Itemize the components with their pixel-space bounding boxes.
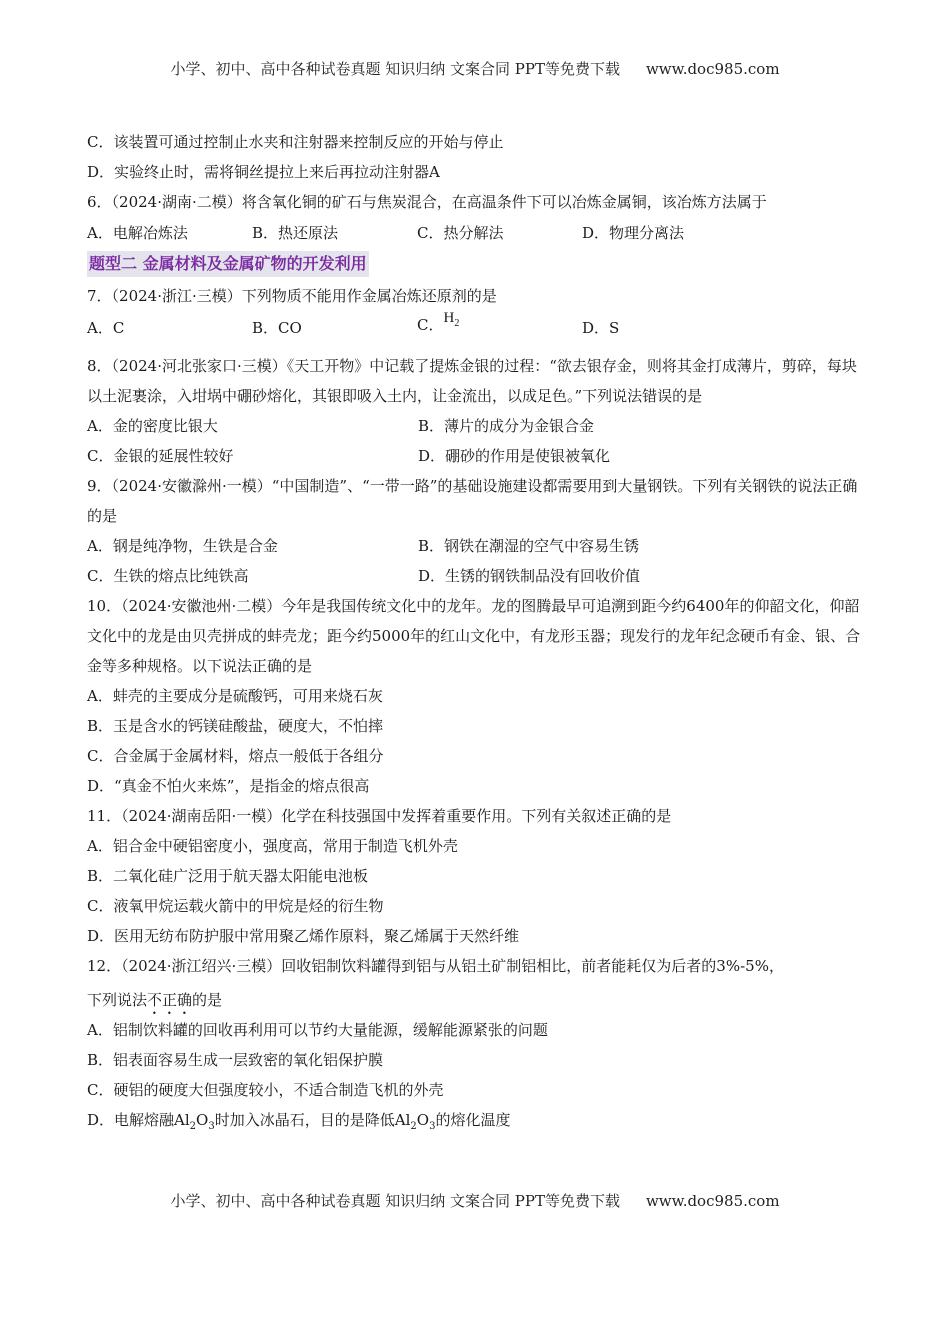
question-9-options-row1 <box>87 531 867 561</box>
q7-option-c-label: C． <box>417 315 444 334</box>
q12-d-sub3: 3 <box>208 1121 215 1132</box>
q7-option-c-formula <box>443 309 460 329</box>
q8-option-b: B．薄片的成分为金银合金 <box>418 417 595 435</box>
q9-option-b: B．钢铁在潮湿的空气中容易生锈 <box>418 537 640 555</box>
q7-formula-h: H <box>443 309 455 326</box>
q6-option-d: D．物理分离法 <box>582 224 685 242</box>
q12-d-part1: D．电解熔融 <box>87 1111 175 1129</box>
q12-option-d <box>87 1105 867 1135</box>
page-header <box>0 58 950 79</box>
q10-option-d: D．“真金不怕火来炼”，是指金的熔点很高 <box>87 777 370 795</box>
q9-option-d: D．生锈的钢铁制品没有回收价值 <box>418 567 641 585</box>
q12-stem2-pre: 下列说法 <box>87 991 148 1009</box>
q7-option-b: B．CO <box>252 319 302 337</box>
q12-stem2-post: 的是 <box>192 991 223 1009</box>
q11-option-d: D．医用无纺布防护服中常用聚乙烯作原料，聚乙烯属于天然纤维 <box>87 927 520 945</box>
question-10-stem: 10．（2024·安徽池州·二模）今年是我国传统文化中的龙年。龙的图腾最早可追溯到距今约6400年的仰韶文化，仰韶文化中的龙是由贝壳拼成的蚌壳龙；距今约5000年的红山文化中，有龙形玉器；现发行的龙年纪念硬币有金、银、合金等多种规格。以下说法正确的是 <box>87 597 861 675</box>
page-content <box>87 127 867 1135</box>
q11-option-b: B．二氧化硅广泛用于航天器太阳能电池板 <box>87 867 369 885</box>
q6-option-c: C．热分解法 <box>417 224 504 242</box>
q10-option-c: C．合金属于金属材料，熔点一般低于各组分 <box>87 747 384 765</box>
q10-option-a: A．蚌壳的主要成分是硫酸钙，可用来烧石灰 <box>87 687 383 705</box>
q12-d-o: O <box>196 1111 209 1129</box>
q12-d-sub3-b: 3 <box>429 1121 436 1132</box>
question-7-options <box>87 311 867 345</box>
q11-option-a: A．铝合金中硬铝密度小，强度高，常用于制造飞机外壳 <box>87 837 458 855</box>
q9-option-c: C．生铁的熔点比纯铁高 <box>87 567 249 585</box>
q12-d-mid: 时加入冰晶石，目的是降低 <box>214 1111 395 1129</box>
question-7-stem: 7．（2024·浙江·三模）下列物质不能用作金属冶炼还原剂的是 <box>87 287 497 305</box>
question-11-stem: 11．（2024·湖南岳阳·一模）化学在科技强国中发挥着重要作用。下列有关叙述正确的是 <box>87 807 672 825</box>
question-9-options-row2 <box>87 561 867 591</box>
question-6-options <box>87 217 867 249</box>
q6-option-b: B．热还原法 <box>252 224 339 242</box>
footer-text: 小学、初中、高中各种试卷真题 知识归纳 文案合同 PPT等免费下载 <box>170 1192 620 1210</box>
q12-d-sub2: 2 <box>189 1121 197 1132</box>
header-site-link[interactable]: www.doc985.com <box>645 60 780 78</box>
q6-option-a: A．电解冶炼法 <box>87 224 188 242</box>
q7-option-a: A．C <box>87 319 125 337</box>
q12-option-c: C．硬铝的硬度大但强度较小，不适合制造飞机的外壳 <box>87 1081 444 1099</box>
q12-d-sub2-b: 2 <box>410 1121 417 1132</box>
q12-d-o-b: O <box>416 1111 430 1129</box>
q12-d-al-b: Al <box>394 1111 411 1129</box>
q12-d-end: 的熔化温度 <box>435 1111 511 1129</box>
question-8-options-row1 <box>87 411 867 441</box>
q9-option-a: A．钢是纯净物，生铁是合金 <box>87 537 278 555</box>
option-d-top: D．实验终止时，需将铜丝提拉上来后再拉动注射器A <box>87 163 440 181</box>
page-footer <box>0 1190 950 1211</box>
question-12-stem: 12．（2024·浙江绍兴·三模）回收铝制饮料罐得到铝与从铝土矿制铝相比，前者能耗仅为后者的3%-5%， <box>87 957 784 975</box>
q12-option-b: B．铝表面容易生成一层致密的氧化铝保护膜 <box>87 1051 384 1069</box>
q8-option-d: D．硼砂的作用是使银被氧化 <box>418 447 611 465</box>
section-title: 题型二 金属材料及金属矿物的开发利用 <box>87 251 369 277</box>
q11-option-c: C．液氧甲烷运载火箭中的甲烷是烃的衍生物 <box>87 897 384 915</box>
option-c-top: C．该装置可通过控制止水夹和注射器来控制反应的开始与停止 <box>87 133 504 151</box>
q10-option-b: B．玉是含水的钙镁硅酸盐，硬度大，不怕摔 <box>87 717 384 735</box>
question-9-stem: 9．（2024·安徽滁州·一模）“中国制造”、“一带一路”的基础设施建设都需要用到大量钢铁。下列有关钢铁的说法正确的是 <box>87 477 858 525</box>
question-6-stem: 6．（2024·湖南·二模）将含氧化铜的矿石与焦炭混合，在高温条件下可以冶炼金属铜，该冶炼方法属于 <box>87 193 767 211</box>
q8-option-a: A．金的密度比银大 <box>87 417 218 435</box>
question-8-stem: 8．（2024·河北张家口·三模）《天工开物》中记载了提炼金银的过程：“欲去银存金，则将其金打成薄片，剪碎，每块以土泥裹涂，入坩埚中硼砂熔化，其银即吸入土内，让金流出，以成足色。”下列说法错误的是 <box>87 357 857 405</box>
q12-stem2-emphasis: 不正确 <box>147 991 193 1009</box>
q8-option-c: C．金银的延展性较好 <box>87 447 234 465</box>
q12-d-al: Al <box>174 1111 190 1129</box>
footer-site-link[interactable]: www.doc985.com <box>645 1192 780 1210</box>
q7-option-d: D．S <box>582 319 620 337</box>
q12-option-a: A．铝制饮料罐的回收再利用可以节约大量能源，缓解能源紧张的问题 <box>87 1021 548 1039</box>
question-12-stem-line2 <box>87 985 867 1015</box>
q7-option-c <box>417 310 582 347</box>
q7-formula-sub: 2 <box>454 317 460 329</box>
question-8-options-row2 <box>87 441 867 471</box>
header-text: 小学、初中、高中各种试卷真题 知识归纳 文案合同 PPT等免费下载 <box>170 60 620 78</box>
